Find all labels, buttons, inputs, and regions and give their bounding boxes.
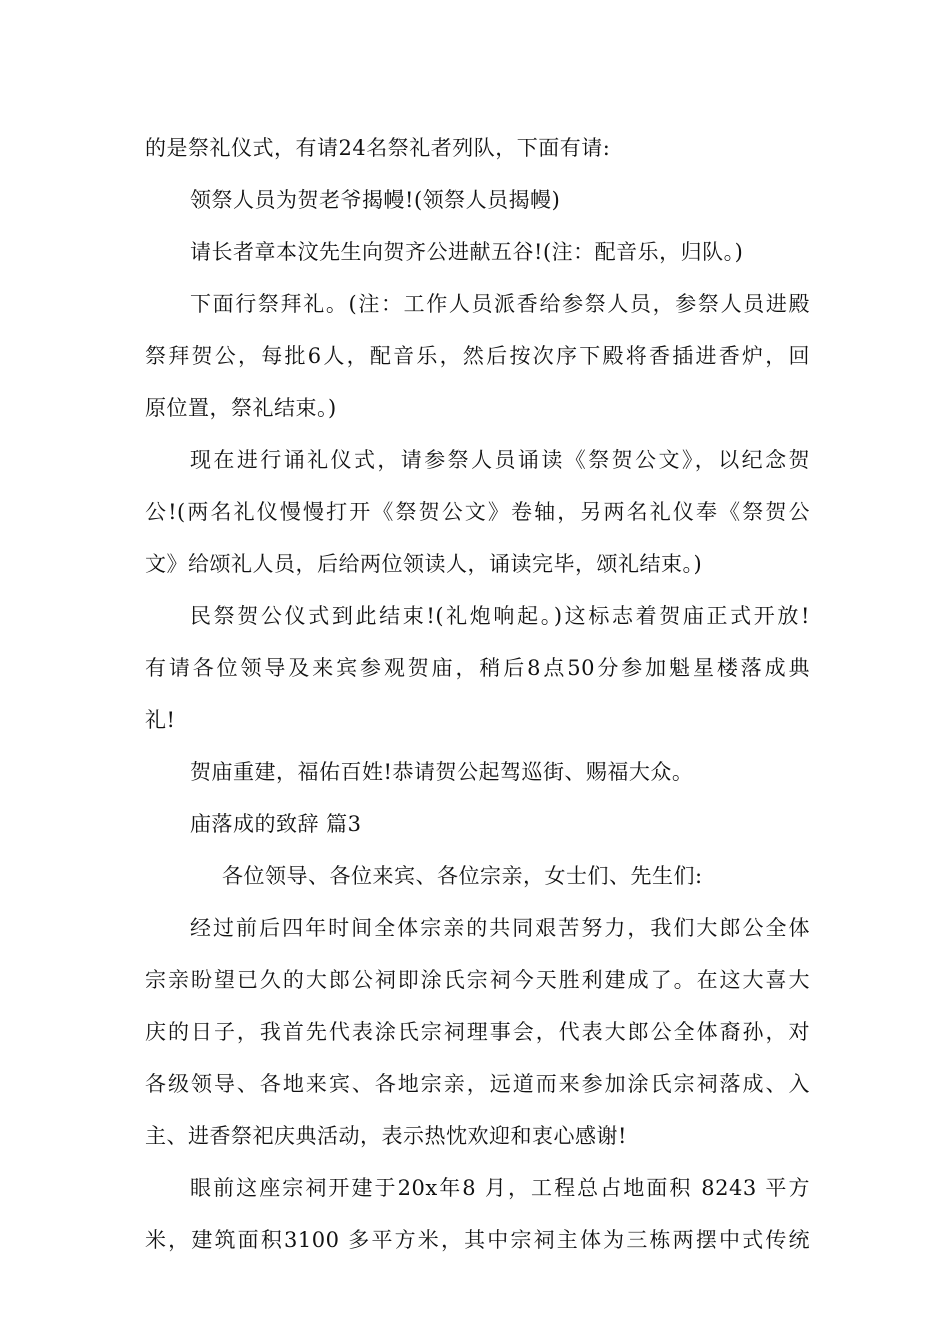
text-line: 公!(两名礼仪慢慢打开《祭贺公文》卷轴，另两名礼仪奉《祭贺公 <box>145 500 810 524</box>
text-line: 现在进行诵礼仪式，请参祭人员诵读《祭贺公文》，以纪念贺 <box>190 448 810 472</box>
text-line: 领祭人员为贺老爷揭幔!(领祭人员揭幔) <box>190 188 561 212</box>
section-heading: 庙落成的致辞 篇3 <box>190 812 362 836</box>
text-line: 宗亲盼望已久的大郎公祠即涂氏宗祠今天胜利建成了。在这大喜大 <box>145 968 810 992</box>
text-line: 请长者章本汶先生向贺齐公进献五谷!(注：配音乐，归队。) <box>190 240 744 264</box>
text-line: 各级领导、各地来宾、各地宗亲，远道而来参加涂氏宗祠落成、入 <box>145 1072 810 1096</box>
text-line: 下面行祭拜礼。(注：工作人员派香给参祭人员，参祭人员进殿 <box>190 292 810 316</box>
text-line: 的是祭礼仪式，有请24名祭礼者列队，下面有请: <box>145 136 611 160</box>
text-line: 经过前后四年时间全体宗亲的共同艰苦努力，我们大郎公全体 <box>190 916 810 940</box>
text-line: 礼! <box>145 708 176 732</box>
text-line: 庆的日子，我首先代表涂氏宗祠理事会，代表大郎公全体裔孙，对 <box>145 1020 810 1044</box>
text-line: 有请各位领导及来宾参观贺庙，稍后8点50分参加魁星楼落成典 <box>145 656 810 680</box>
text-line: 主、进香祭祀庆典活动，表示热忱欢迎和衷心感谢! <box>145 1124 627 1148</box>
text-line: 文》给颂礼人员，后给两位领读人，诵读完毕，颂礼结束。) <box>145 552 703 576</box>
text-line: 各位领导、各位来宾、各位宗亲，女士们、先生们: <box>222 864 703 888</box>
text-line: 原位置，祭礼结束。) <box>145 396 337 420</box>
text-line: 民祭贺公仪式到此结束!(礼炮响起。)这标志着贺庙正式开放! <box>190 604 810 628</box>
text-line: 贺庙重建，福佑百姓!恭请贺公起驾巡街、赐福大众。 <box>190 760 694 784</box>
text-line: 祭拜贺公，每批6人，配音乐，然后按次序下殿将香插进香炉，回 <box>145 344 810 368</box>
text-line: 眼前这座宗祠开建于20x年8 月，工程总占地面积 8243 平方 <box>190 1176 810 1200</box>
text-line: 米，建筑面积3100 多平方米，其中宗祠主体为三栋两摆中式传统 <box>145 1228 810 1252</box>
